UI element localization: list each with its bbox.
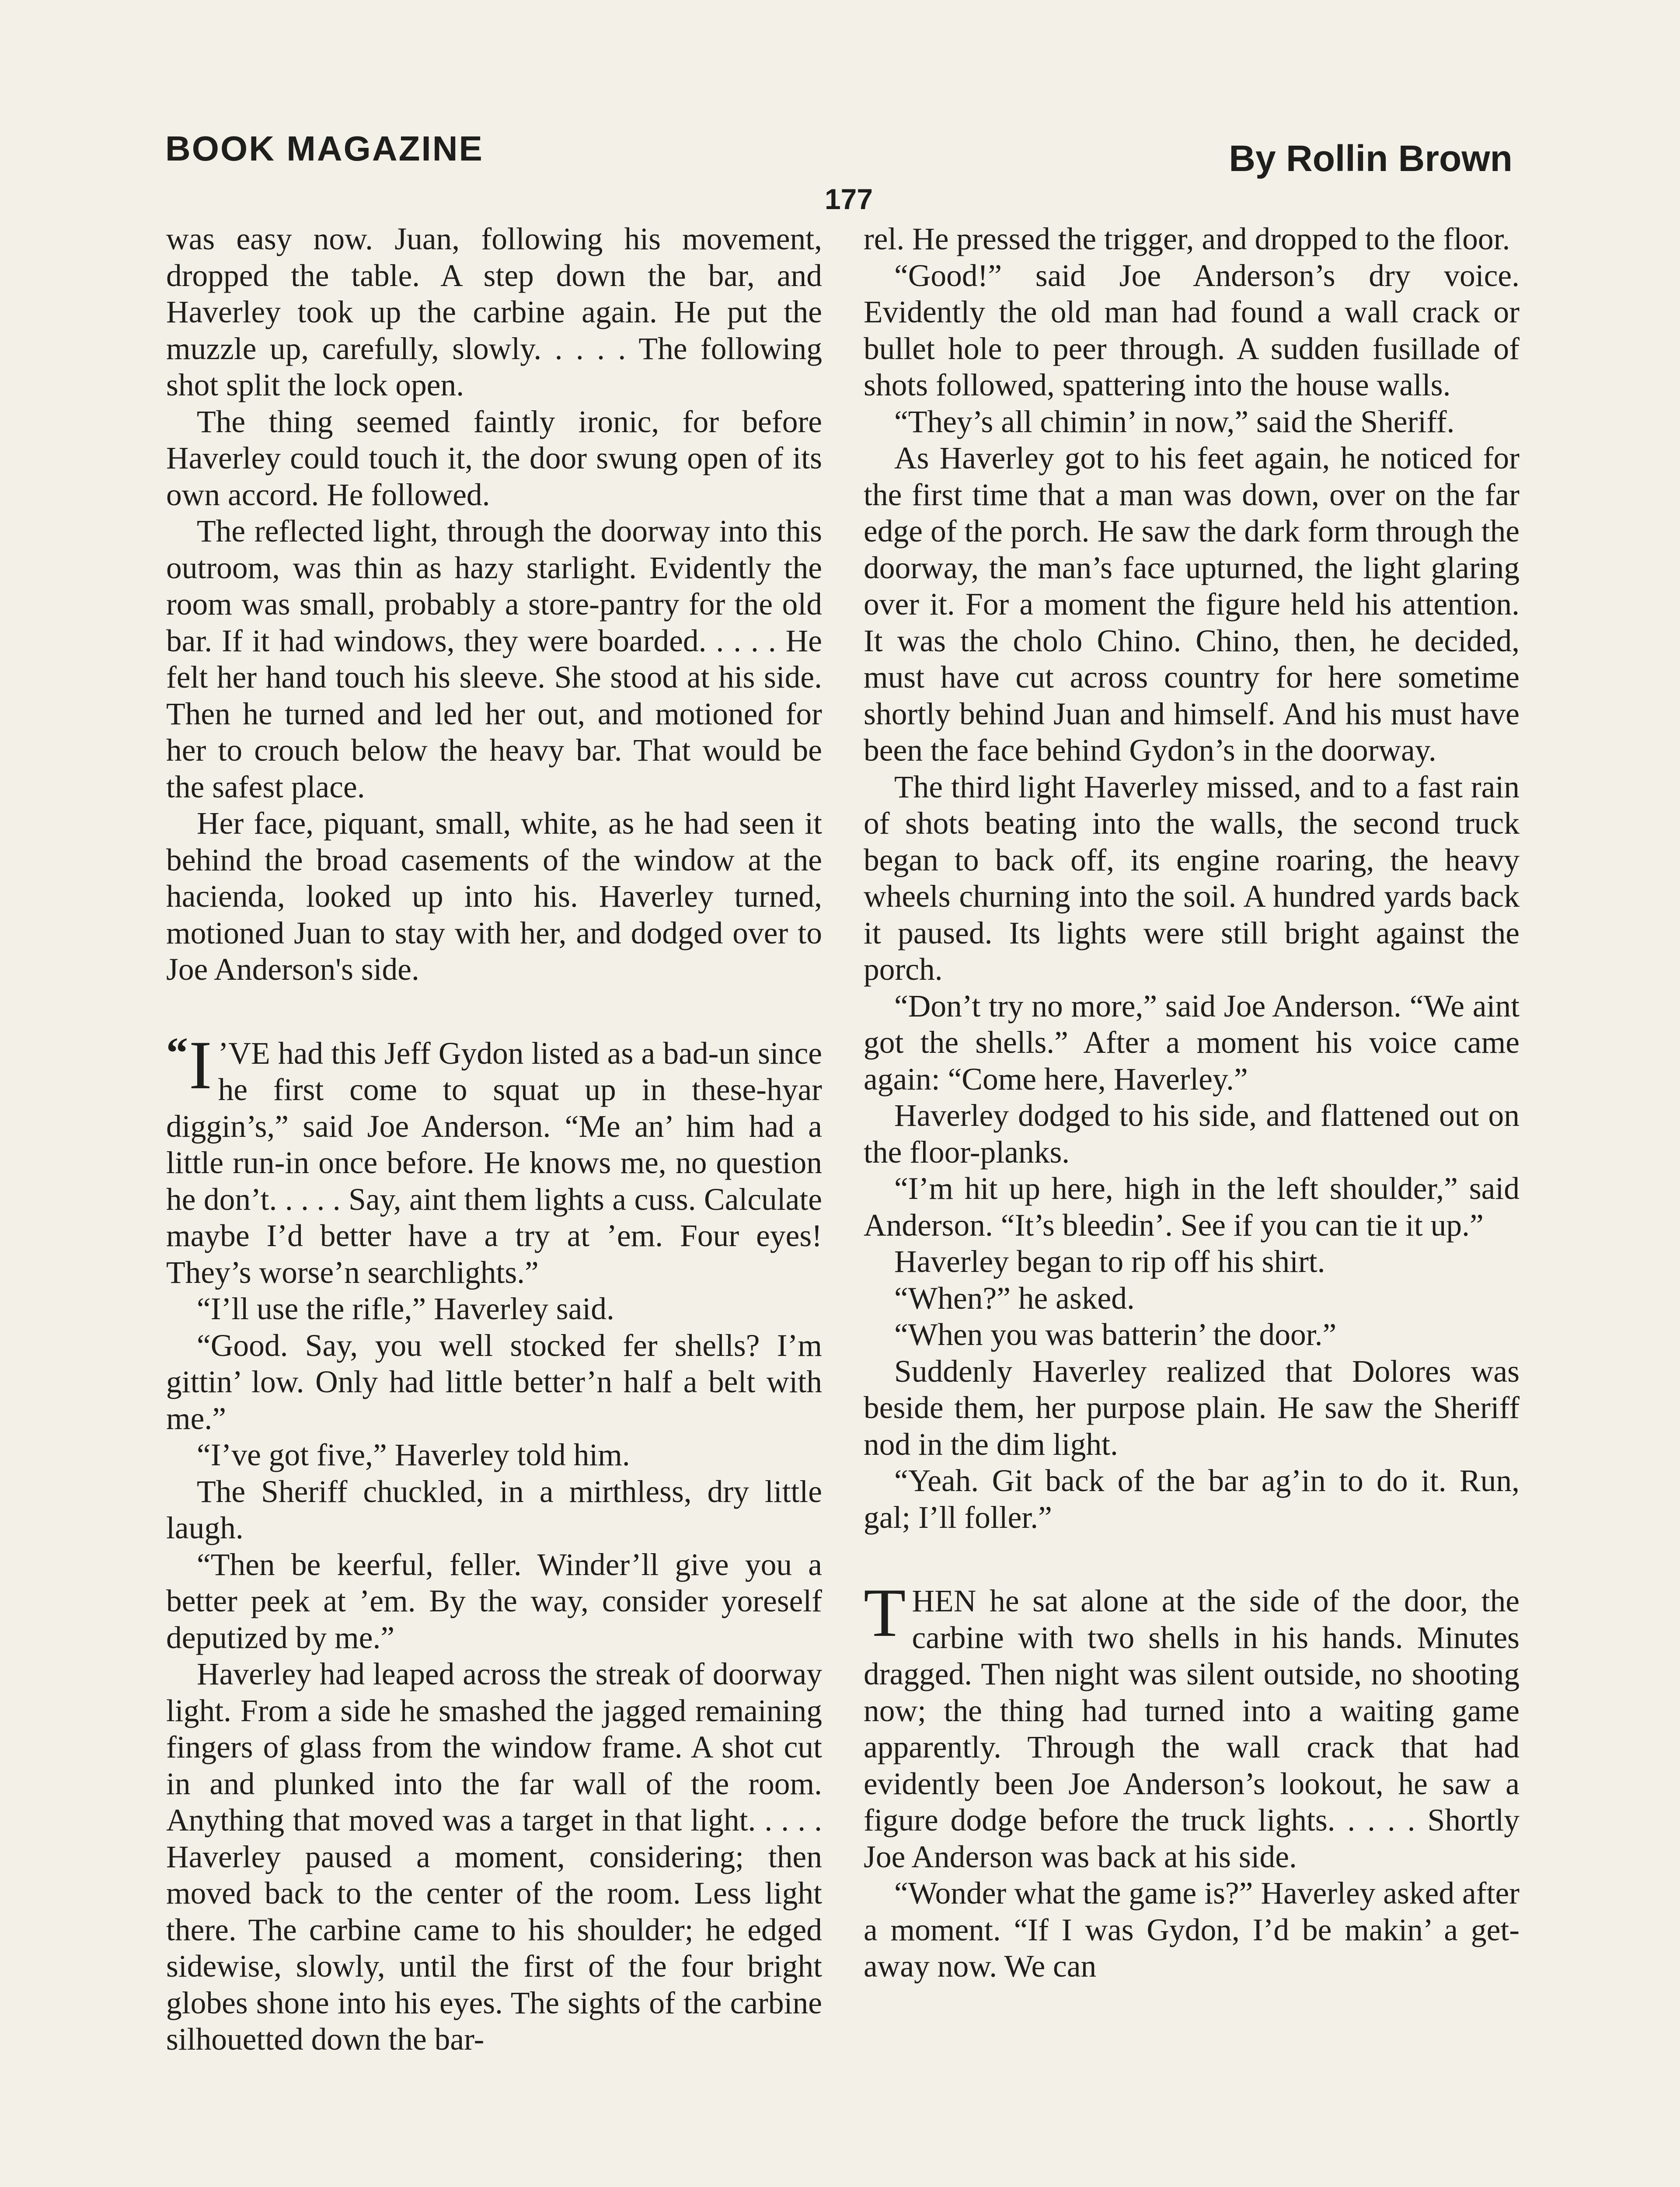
- section-opening-paragraph: [166, 1027, 822, 1291]
- paragraph: The reflected light, through the doorway into this outroom, was thin as hazy starlight. Evidently the room was small, probably a store-pantry for the old bar. If it had windows, they were boarded. . . . . He felt her hand touch his sleeve. She stood at his side. Then he turned and led her out, and motioned for her to crouch below the heavy bar. That would be the safest place.: [166, 514, 822, 804]
- paragraph: Haverley had leaped across the streak of doorway light. From a side he smashed the jagged remaining fingers of glass from the window frame. A shot cut in and plunked into the far wall of the room. Anything that moved was a target in that light. . . . . Haverley paused a moment, considering; then moved back to the center of the room. Less light there. The carbine came to his shoulder; he edged sidewise, slowly, until the first of the four bright globes shone into his eyes. The sights of the carbine silhouetted down the bar-: [166, 1657, 822, 2057]
- paragraph: “Then be keerful, feller. Winder’ll give you a better peek at ’em. By the way, consider yoreself deputized by me.”: [166, 1547, 822, 1655]
- paragraph: The third light Haverley missed, and to a fast rain of shots beating into the walls, the second truck began to back off, its engine roaring, the heavy wheels churning into the soil. A hundred yards back it paused. Its lights were still bright against the porch.: [864, 769, 1520, 987]
- paragraph-text: HEN he sat alone at the side of the door, the carbine with two shells in his hands. Minutes dragged. Then night was silent outside, no shooting now; the thing had turned into a waiting game apparently. Through the wall crack that had evidently been Joe Anderson’s lookout, he saw a figure dodge before the truck lights. . . . . Shortly Joe Anderson was back at his side.: [864, 1584, 1520, 1874]
- paragraph: “Don’t try no more,” said Joe Anderson. “We aint got the shells.” After a moment his voice came again: “Come here, Haverley.”: [864, 989, 1520, 1097]
- paragraph: “Yeah. Git back of the bar ag’in to do it. Run, gal; I’ll foller.”: [864, 1464, 1520, 1535]
- section-opening-paragraph: [864, 1575, 1520, 1875]
- paragraph: Haverley dodged to his side, and flattened out on the floor-planks.: [864, 1098, 1520, 1170]
- paragraph: “Good. Say, you well stocked fer shells? I’m gittin’ low. Only had little better’n half a belt with me.”: [166, 1328, 822, 1436]
- drop-cap: T: [864, 1575, 906, 1651]
- paragraph: “Wonder what the game is?” Haverley asked after a moment. “If I was Gydon, I’d be makin’ a get-away now. We can: [864, 1876, 1520, 1984]
- paragraph: The thing seemed faintly ironic, for before Haverley could touch it, the door swung open of its own accord. He followed.: [166, 404, 822, 512]
- paragraph: Suddenly Haverley realized that Dolores was beside them, her purpose plain. He saw the Sheriff nod in the dim light.: [864, 1354, 1520, 1462]
- page-number: 177: [824, 183, 873, 215]
- paragraph: “When you was batterin’ the door.”: [894, 1317, 1337, 1352]
- paragraph: “When?” he asked.: [894, 1281, 1135, 1316]
- paragraph: Haverley began to rip off his shirt.: [894, 1244, 1325, 1279]
- author-byline: By Rollin Brown: [1229, 138, 1513, 179]
- paragraph: “Good!” said Joe Anderson’s dry voice. Evidently the old man had found a wall crack or bullet hole to peer through. A sudden fusillade of shots followed, spattering into the house walls.: [864, 258, 1520, 402]
- paragraph: was easy now. Juan, following his movement, dropped the table. A step down the bar, and Haverley took up the carbine again. He put the muzzle up, carefully, slowly. . . . . The following shot split the lock open.: [166, 222, 822, 402]
- paragraph-text: ’VE had this Jeff Gydon listed as a bad-un since he first come to squat up in these-hyar diggin’s,” said Joe Anderson. “Me an’ him had a little run-in once before. He knows me, no question he don’t. . . . . Say, aint them lights a cuss. Calculate maybe I’d better have a try at ’em. Four eyes! They’s worse’n searchlights.”: [166, 1036, 822, 1290]
- paragraph: Her face, piquant, small, white, as he had seen it behind the broad casements of the window at the hacienda, looked up into his. Haverley turned, motioned Juan to stay with her, and dodged over to Joe Anderson's side.: [166, 806, 822, 987]
- left-text-column: [166, 221, 822, 2058]
- paragraph: rel. He pressed the trigger, and dropped to the floor.: [864, 222, 1510, 256]
- paragraph: The Sheriff chuckled, in a mirthless, dry little laugh.: [166, 1474, 822, 1545]
- paragraph: As Haverley got to his feet again, he noticed for the first time that a man was down, over on the far edge of the porch. He saw the dark form through the doorway, the man’s face upturned, the light glaring over it. For a moment the figure held his attention. It was the cholo Chino. Chino, then, he decided, must have cut across country for here sometime shortly behind Juan and himself. And his must have been the face behind Gydon’s in the doorway.: [864, 441, 1520, 768]
- paragraph: “I’ve got five,” Haverley told him.: [197, 1438, 630, 1472]
- right-text-column: [864, 221, 1520, 1985]
- paragraph: “I’ll use the rifle,” Haverley said.: [197, 1292, 614, 1326]
- paragraph: “They’s all chimin’ in now,” said the Sheriff.: [894, 404, 1455, 439]
- drop-cap: I: [189, 1027, 212, 1104]
- paragraph: “I’m hit up here, high in the left shoulder,” said Anderson. “It’s bleedin’. See if you can tie it up.”: [864, 1171, 1520, 1243]
- opening-quote-mark: “: [166, 1028, 188, 1077]
- magazine-title: BOOK MAGAZINE: [165, 129, 484, 168]
